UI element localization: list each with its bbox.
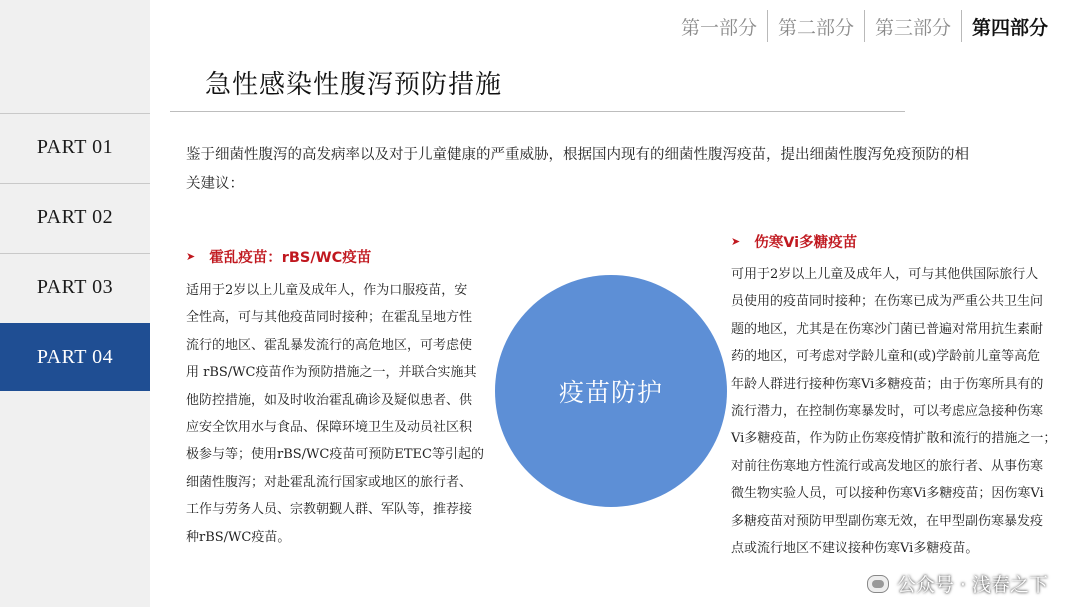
arrow-bullet-icon: ➤ [731, 235, 741, 248]
sidebar-item-label: PART 03 [36, 276, 114, 298]
page-title: 急性感染性腹泻预防措施 [205, 70, 503, 100]
cholera-vaccine-heading [186, 246, 371, 267]
sidebar-item-part-01[interactable] [0, 113, 150, 181]
text-line: 流行潜力，在控制伤寒暴发时，可以考虑应急接种伤寒 [731, 404, 1044, 420]
tab-part-four[interactable]: 第四部分 [971, 16, 1048, 39]
text-line: 他防控措施，如及时收治霍乱确诊及疑似患者、供 [186, 392, 473, 408]
title-divider [170, 111, 905, 112]
arrow-bullet-icon: ➤ [186, 250, 196, 263]
tab-part-one[interactable]: 第一部分 [680, 16, 757, 39]
intro-line: 鉴于细菌性腹泻的高发病率以及对于儿童健康的严重威胁，根据国内现有的细菌性腹泻疫苗，提出细菌性腹泻免疫预防的相 [186, 147, 969, 163]
sidebar-item-part-04[interactable] [0, 323, 150, 391]
text-line: 极参与等；使用rBS/WC疫苗可预防ETEC等引起的 [186, 447, 484, 463]
text-line: 用 rBS/WC疫苗作为预防措施之一，并联合实施其 [186, 365, 477, 381]
sidebar-item-label: PART 04 [36, 345, 114, 368]
intro-line: 关建议： [186, 176, 244, 192]
sidebar-item-part-02[interactable] [0, 183, 150, 251]
text-line: 药的地区，可考虑对学龄儿童和(或)学龄前儿童等高危 [731, 349, 1041, 365]
tab-part-three[interactable]: 第三部分 [874, 16, 951, 39]
text-line: 多糖疫苗对预防甲型副伤寒无效，在甲型副伤寒暴发疫 [731, 513, 1044, 529]
sidebar-item-part-03[interactable] [0, 253, 150, 321]
sidebar-item-label: PART 01 [36, 136, 114, 158]
text-line: 全性高，可与其他疫苗同时接种；在霍乱呈地方性 [186, 310, 473, 326]
text-line: 点或流行地区不建议接种伤寒Vi多糖疫苗。 [731, 541, 979, 557]
text-line: 应安全饮用水与食品、保障环境卫生及动员社区积 [186, 420, 473, 436]
text-line: 可用于2岁以上儿童及成年人，可与其他供国际旅行人 [731, 267, 1039, 282]
typhoid-vaccine-heading [731, 231, 857, 252]
tab-part-two[interactable]: 第二部分 [777, 16, 854, 39]
text-line: Vi多糖疫苗，作为防止伤寒疫情扩散和流行的措施之一； [731, 431, 1057, 447]
text-line: 细菌性腹泻；对赴霍乱流行国家或地区的旅行者、 [186, 474, 473, 490]
cholera-vaccine-heading-text: 霍乱疫苗：rBS/WC疫苗 [209, 250, 372, 266]
text-line: 题的地区，尤其是在伤寒沙门菌已普遍对常用抗生素耐 [731, 321, 1044, 337]
text-line: 工作与劳务人员、宗教朝觐人群、军队等，推荐接 [186, 502, 473, 518]
text-line: 流行的地区、霍乱暴发流行的高危地区，可考虑使 [186, 337, 473, 353]
text-line: 对前往伤寒地方性流行或高发地区的旅行者、从事伤寒 [731, 458, 1044, 474]
typhoid-vaccine-text [731, 261, 1061, 562]
sidebar-item-label: PART 02 [36, 206, 114, 228]
sidebar [0, 0, 150, 607]
text-line: 微生物实验人员，可以接种伤寒Vi多糖疫苗；因伤寒Vi [731, 486, 1044, 502]
cholera-vaccine-text [186, 277, 486, 551]
circle-label: 疫苗防护 [558, 378, 663, 407]
text-line: 年龄人群进行接种伤寒Vi多糖疫苗；由于伤寒所具有的 [731, 376, 1044, 392]
watermark [867, 570, 1048, 597]
intro-paragraph [186, 141, 1046, 199]
text-line: 员使用的疫苗同时接种；在伤寒已成为严重公共卫生问 [731, 294, 1044, 310]
text-line: 种rBS/WC疫苗。 [186, 529, 291, 545]
wechat-icon [867, 575, 889, 593]
top-nav [671, 8, 1058, 44]
watermark-text: 公众号 · 浅春之下 [896, 574, 1048, 596]
typhoid-vaccine-heading-text: 伤寒Vi多糖疫苗 [754, 235, 858, 251]
text-line: 适用于2岁以上儿童及成年人，作为口服疫苗，安 [186, 283, 468, 298]
vaccine-protection-circle [495, 275, 727, 507]
